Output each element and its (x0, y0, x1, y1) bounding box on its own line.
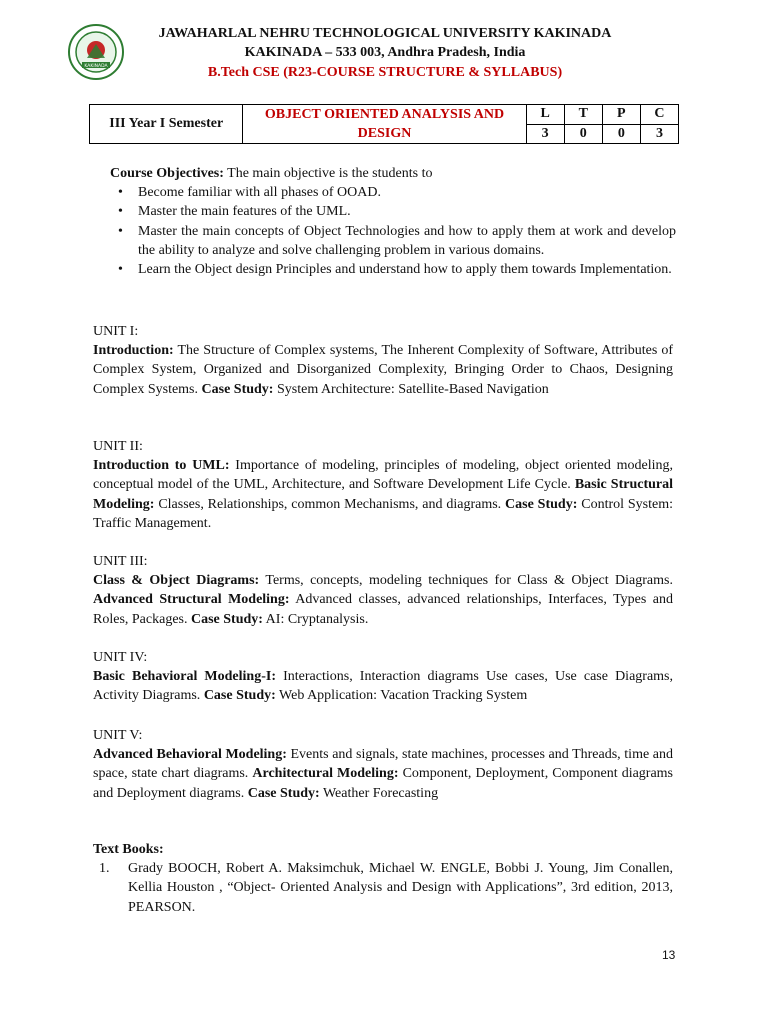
unit-text: Terms, concepts, modeling techniques for Class & Object Diagrams. (259, 573, 673, 589)
ltpc-value-l: 3 (526, 124, 564, 144)
unit-term: Introduction: (93, 343, 174, 359)
objectives-intro (110, 164, 676, 183)
unit-heading: UNIT II: (93, 439, 143, 454)
course-structure-title: B.Tech CSE (R23-COURSE STRUCTURE & SYLLABUS) (207, 65, 563, 80)
unit-4 (93, 648, 673, 706)
text-book-item (93, 859, 673, 917)
ltpc-value-c: 3 (640, 124, 678, 144)
case-study-label: Case Study: (190, 611, 263, 627)
university-address: KAKINADA – 533 003, Andhra Pradesh, India (244, 45, 526, 60)
unit-term: Basic Structural Modeling: (93, 477, 673, 512)
ltpc-value-p: 0 (602, 124, 640, 144)
course-title-cell: OBJECT ORIENTED ANALYSIS AND DESIGN (243, 105, 526, 144)
unit-body (93, 745, 673, 803)
case-study-label: Case Study: (201, 381, 274, 397)
unit-3 (93, 552, 673, 629)
unit-text: The Structure of Complex systems, The Inherent Complexity of Software, Attributes of Complex System, Organized and Disorganized Complexity, Bringing Order to Chaos, Designing Complex Systems. (93, 343, 673, 397)
unit-text: Interactions, Interaction diagrams Use cases, Use case Diagrams, Activity Diagrams. (93, 669, 673, 704)
objectives-label: Course Objectives: (110, 166, 224, 181)
unit-term: Class & Object Diagrams: (93, 573, 260, 589)
objective-text: Master the main concepts of Object Technologies and how to apply them at work and develop the ability to analyze and solve challenging problem in various domains. (138, 223, 676, 258)
unit-1 (93, 322, 673, 399)
course-info-table (89, 104, 679, 144)
unit-heading: UNIT III: (93, 554, 148, 569)
unit-term: Advanced Behavioral Modeling: (93, 747, 287, 763)
svg-text:KAKINADA: KAKINADA (84, 64, 108, 69)
ltpc-value-t: 0 (564, 124, 602, 144)
unit-text: AI: Cryptanalysis. (262, 611, 369, 627)
bullet-icon: • (118, 262, 123, 278)
book-number: 1. (99, 861, 110, 877)
unit-term: Basic Behavioral Modeling-I: (93, 669, 276, 685)
unit-text: Weather Forecasting (319, 785, 439, 801)
unit-body (93, 341, 673, 399)
unit-text: Importance of modeling, principles of modeling, object oriented modeling, conceptual model of the UML, Architecture, and Software Development Life Cycle. (93, 458, 673, 493)
unit-body (93, 456, 673, 533)
bullet-icon: • (118, 185, 123, 201)
objective-item (110, 202, 676, 221)
objectives-intro-text: The main objective is the students to (223, 166, 433, 181)
case-study-label: Case Study: (247, 785, 320, 801)
university-name: JAWAHARLAL NEHRU TECHNOLOGICAL UNIVERSITY KAKINADA (158, 26, 612, 41)
semester-cell: III Year I Semester (90, 105, 243, 144)
unit-2 (93, 437, 673, 533)
objective-item (110, 260, 676, 279)
unit-heading: UNIT I: (93, 324, 139, 339)
ltpc-header-t: T (564, 105, 602, 125)
text-books-title: Text Books: (93, 842, 164, 857)
unit-term: Advanced Structural Modeling: (93, 592, 290, 608)
objective-text: Master the main features of the UML. (138, 204, 351, 220)
course-objectives (110, 164, 676, 279)
unit-heading: UNIT V: (93, 728, 143, 743)
unit-term: Architectural Modeling: (252, 766, 399, 782)
unit-term: Introduction to UML: (93, 458, 230, 474)
ltpc-header-c: C (640, 105, 678, 125)
bullet-icon: • (118, 204, 123, 220)
unit-body (93, 667, 673, 705)
unit-text: Web Application: Vacation Tracking System (275, 688, 528, 704)
ltpc-header-l: L (526, 105, 564, 125)
ltpc-header-p: P (602, 105, 640, 125)
unit-5 (93, 726, 673, 803)
unit-body (93, 571, 673, 629)
text-books-section (93, 840, 673, 917)
case-study-label: Case Study: (203, 688, 276, 704)
unit-heading: UNIT IV: (93, 650, 148, 665)
book-citation: Grady BOOCH, Robert A. Maksimchuk, Michael W. ENGLE, Bobbi J. Young, Jim Conallen, Kellia Houston , “Object- Oriented Analysis and Design with Applications”, 3rd edition, 2013, PEARSON. (128, 861, 673, 915)
objective-item (110, 183, 676, 202)
university-logo (68, 24, 124, 80)
objectives-list (110, 183, 676, 279)
objective-text: Learn the Object design Principles and understand how to apply them towards Implementation. (138, 262, 672, 278)
unit-text: Component, Deployment, Component diagrams and Deployment diagrams. (93, 766, 674, 801)
bullet-icon: • (118, 223, 123, 239)
case-study-label: Case Study: (505, 496, 578, 512)
unit-text: Classes, Relationships, common Mechanisms, and diagrams. (154, 496, 506, 512)
unit-text: System Architecture: Satellite-Based Navigation (273, 381, 549, 397)
objective-item (110, 222, 676, 260)
unit-text: Control System: Traffic Management. (93, 496, 673, 531)
objective-text: Become familiar with all phases of OOAD. (138, 185, 381, 201)
unit-text: Advanced classes, advanced relationships, Interfaces, Types and Roles, Packages. (93, 592, 673, 627)
unit-text: Events and signals, state machines, processes and Threads, time and space, state chart diagrams. (93, 747, 673, 782)
page-number: 13 (662, 948, 676, 962)
